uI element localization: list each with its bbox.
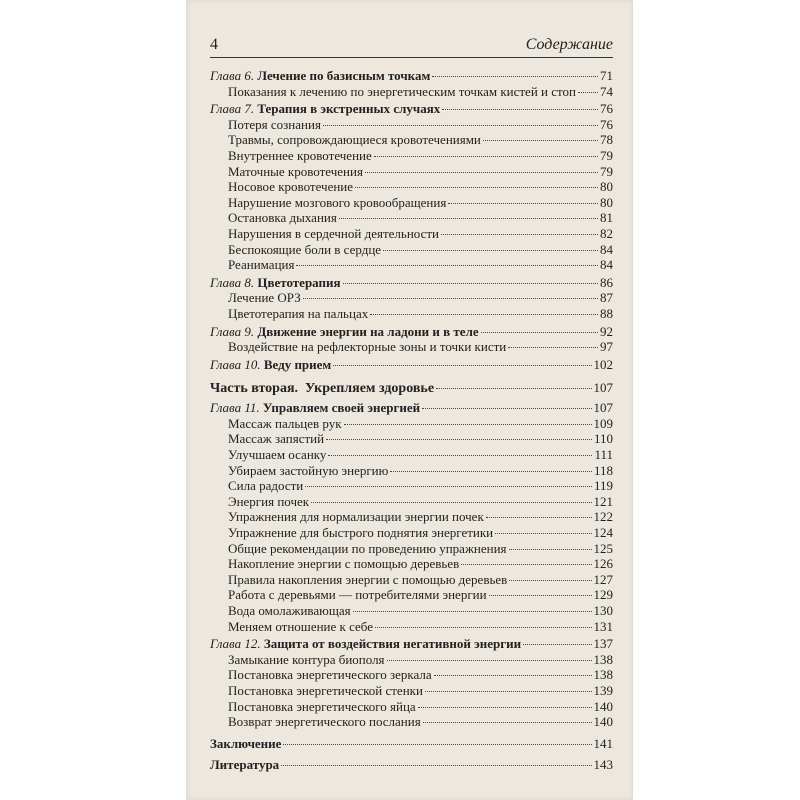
dot-leader — [483, 140, 598, 141]
chapter-prefix: Глава 10. — [210, 356, 261, 372]
toc-entry[interactable] — [210, 478, 613, 494]
chapter-title: Веду прием — [263, 356, 332, 372]
entry-label: Внутреннее кровотечение — [228, 147, 372, 163]
section-title: Литература — [210, 757, 280, 773]
page-ref: 143 — [593, 757, 613, 773]
entry-label: Остановка дыхания — [228, 210, 337, 226]
entry-label: Убираем застойную энергию — [228, 462, 389, 478]
toc-entry[interactable] — [210, 683, 613, 699]
toc-chapter-9[interactable] — [210, 324, 613, 340]
toc-entry[interactable] — [210, 132, 613, 148]
page-ref: 82 — [600, 225, 613, 241]
page-ref: 139 — [593, 682, 613, 698]
toc-entry[interactable] — [210, 541, 613, 557]
dot-leader — [418, 707, 592, 708]
chapter-title: Защита от воздействия негативной энергии — [263, 636, 522, 652]
dot-leader — [296, 265, 598, 266]
page-ref: 119 — [593, 478, 613, 494]
dot-leader — [374, 156, 598, 157]
chapter-title: Движение энергии на ладони и в теле — [257, 323, 479, 339]
page-ref: 107 — [593, 400, 613, 416]
page-ref: 124 — [593, 525, 613, 541]
toc-entry[interactable] — [210, 447, 613, 463]
page-ref: 130 — [593, 603, 613, 618]
toc-entry[interactable] — [210, 416, 613, 432]
page-number: 4 — [210, 36, 218, 53]
entry-label: Травмы, сопровождающиеся кровотечениями — [228, 132, 481, 148]
entry-label: Массаж пальцев рук — [228, 415, 342, 431]
dot-leader — [523, 644, 591, 645]
entry-label: Замыкание контура биополя — [228, 651, 385, 667]
chapter-prefix: Глава 9. — [210, 323, 255, 339]
entry-label: Лечение ОРЗ — [228, 290, 301, 306]
toc-entry[interactable] — [210, 603, 613, 619]
chapter-title: Терапия в экстренных случаях — [257, 101, 441, 117]
page-ref: 74 — [600, 83, 613, 99]
entry-label: Накопление энергии с помощью деревьев — [228, 556, 460, 572]
dot-leader — [353, 611, 592, 612]
page-header — [210, 33, 613, 58]
entry-label: Беспокоящие боли в сердце — [228, 241, 382, 257]
dot-leader — [339, 218, 598, 219]
page-ref: 127 — [593, 571, 613, 587]
toc-chapter-11[interactable] — [210, 400, 613, 416]
toc-entry[interactable] — [210, 556, 613, 572]
page-ref: 138 — [593, 651, 613, 667]
entry-label: Массаж запястий — [228, 431, 325, 447]
dot-leader — [343, 283, 598, 284]
page-ref: 79 — [600, 147, 613, 163]
toc-entry[interactable] — [210, 84, 613, 100]
toc-entry[interactable] — [210, 290, 613, 306]
page-ref: 131 — [593, 618, 613, 634]
chapter-prefix: Глава 11. — [210, 400, 260, 416]
page-ref: 88 — [600, 305, 613, 321]
page-ref: 80 — [600, 179, 613, 195]
dot-leader — [355, 187, 598, 188]
toc-chapter-12[interactable] — [210, 636, 613, 652]
page-ref: 78 — [600, 132, 613, 148]
page-ref: 110 — [593, 431, 613, 447]
entry-label: Работа с деревьями — потребителями энергии — [228, 587, 487, 603]
toc-entry[interactable] — [210, 226, 613, 242]
toc-entry[interactable] — [210, 525, 613, 541]
toc-chapter-7[interactable] — [210, 101, 613, 117]
dot-leader — [328, 455, 592, 456]
entry-label: Постановка энергетической стенки — [228, 682, 423, 698]
running-title: Содержание — [525, 36, 613, 53]
page-ref: 121 — [593, 493, 613, 509]
entry-label: Правила накопления энергии с помощью деревьев — [228, 571, 508, 587]
toc-entry[interactable] — [210, 242, 613, 258]
chapter-title: Цветотерапия — [257, 274, 341, 290]
toc-entry[interactable] — [210, 619, 613, 635]
dot-leader — [383, 250, 598, 251]
dot-leader — [305, 486, 592, 487]
chapter-prefix: Глава 6. — [210, 68, 255, 83]
page-ref: 141 — [593, 735, 613, 751]
entry-label: Нарушение мозгового кровообращения — [228, 194, 447, 210]
entry-label: Улучшаем осанку — [228, 447, 327, 463]
page-ref: 87 — [600, 290, 613, 306]
entry-label: Нарушения в сердечной деятельности — [228, 225, 440, 241]
toc-chapter-6[interactable] — [210, 68, 613, 84]
entry-label: Вода омолаживающая — [228, 603, 351, 618]
toc-entry[interactable] — [210, 572, 613, 588]
page-ref: 79 — [600, 163, 613, 179]
toc-chapter-10[interactable] — [210, 357, 613, 373]
page-ref: 92 — [600, 323, 613, 339]
toc-entry[interactable] — [210, 494, 613, 510]
toc-chapter-8[interactable] — [210, 275, 613, 291]
toc-entry[interactable] — [210, 117, 613, 133]
dot-leader — [441, 234, 598, 235]
entry-label: Постановка энергетического зеркала — [228, 667, 432, 683]
page-ref: 84 — [600, 257, 613, 273]
dot-leader — [508, 347, 598, 348]
chapter-prefix: Глава 12. — [210, 636, 261, 652]
part-title: Часть вторая. Укрепляем здоровье — [210, 381, 435, 397]
page-ref: 137 — [593, 636, 613, 652]
dot-leader — [432, 76, 598, 77]
toc-entry[interactable] — [210, 714, 613, 730]
toc-entry[interactable] — [210, 164, 613, 180]
toc-literature[interactable] — [210, 757, 613, 773]
toc-entry[interactable] — [210, 148, 613, 164]
chapter-prefix: Глава 7. — [210, 101, 255, 117]
page-ref: 122 — [593, 509, 613, 525]
page-ref: 84 — [600, 241, 613, 257]
dot-leader — [422, 408, 591, 409]
page-ref: 111 — [594, 447, 613, 463]
page-ref: 76 — [600, 116, 613, 132]
dot-leader — [448, 203, 598, 204]
dot-leader — [425, 691, 592, 692]
dot-leader — [509, 580, 591, 581]
page-ref: 102 — [593, 356, 613, 372]
page-ref: 140 — [593, 714, 613, 730]
entry-label: Воздействие на рефлекторные зоны и точки кисти — [228, 339, 507, 355]
dot-leader — [323, 125, 598, 126]
section-title: Заключение — [210, 735, 282, 751]
dot-leader — [423, 722, 592, 723]
entry-label: Упражнение для быстрого поднятия энергетики — [228, 525, 494, 541]
dot-leader — [326, 439, 592, 440]
dot-leader — [303, 298, 598, 299]
dot-leader — [509, 549, 592, 550]
toc-entry[interactable] — [210, 195, 613, 211]
toc-entry[interactable] — [210, 587, 613, 603]
chapter-title: Управляем своей энергией — [262, 400, 421, 416]
page-ref: 107 — [593, 380, 613, 396]
toc-entry[interactable] — [210, 306, 613, 322]
entry-label: Возврат энергетического послания — [228, 714, 421, 730]
dot-leader — [481, 332, 598, 333]
dot-leader — [390, 471, 592, 472]
entry-label: Маточные кровотечения — [228, 163, 363, 179]
page-ref: 126 — [593, 556, 613, 572]
chapter-prefix: Глава 8. — [210, 274, 255, 290]
toc-entry[interactable] — [210, 509, 613, 525]
dot-leader — [281, 765, 591, 766]
page-ref: 97 — [600, 339, 613, 355]
toc-entry[interactable] — [210, 699, 613, 715]
toc-entry[interactable] — [210, 257, 613, 273]
page-ref: 76 — [600, 101, 613, 117]
page-ref: 86 — [600, 274, 613, 290]
page-ref: 129 — [593, 587, 613, 603]
dot-leader — [461, 564, 591, 565]
entry-label: Энергия почек — [228, 493, 310, 509]
toc-entry[interactable] — [210, 431, 613, 447]
page-ref: 81 — [600, 210, 613, 226]
toc-entry[interactable] — [210, 652, 613, 668]
page-ref: 138 — [593, 667, 613, 683]
toc-conclusion[interactable] — [210, 736, 613, 752]
dot-leader — [311, 502, 591, 503]
page-ref: 140 — [593, 698, 613, 714]
toc-entry[interactable] — [210, 210, 613, 226]
page-ref: 118 — [593, 462, 613, 478]
toc-entry[interactable] — [210, 463, 613, 479]
dot-leader — [283, 744, 591, 745]
book-page — [186, 0, 633, 800]
table-of-contents — [210, 66, 613, 773]
page-ref: 71 — [600, 68, 613, 83]
page-ref: 80 — [600, 194, 613, 210]
dot-leader — [344, 424, 592, 425]
entry-label: Реанимация — [228, 257, 295, 273]
entry-label: Общие рекомендации по проведению упражнения — [228, 540, 507, 556]
dot-leader — [434, 675, 592, 676]
dot-leader — [442, 109, 598, 110]
dot-leader — [370, 314, 598, 315]
dot-leader — [375, 627, 592, 628]
chapter-title: Лечение по базисным точкам — [257, 68, 431, 83]
dot-leader — [486, 517, 592, 518]
entry-label: Показания к лечению по энергетическим точкам кистей и стоп — [228, 83, 576, 99]
dot-leader — [578, 92, 598, 93]
dot-leader — [495, 533, 591, 534]
entry-label: Потеря сознания — [228, 116, 321, 132]
dot-leader — [387, 660, 592, 661]
entry-label: Цветотерапия на пальцах — [228, 305, 369, 321]
dot-leader — [489, 595, 592, 596]
entry-label: Меняем отношение к себе — [228, 618, 373, 634]
entry-label: Носовое кровотечение — [228, 179, 354, 195]
dot-leader — [365, 172, 598, 173]
toc-entry[interactable] — [210, 179, 613, 195]
entry-label: Постановка энергетического яйца — [228, 698, 416, 714]
page-ref: 109 — [593, 415, 613, 431]
toc-entry[interactable] — [210, 667, 613, 683]
entry-label: Упражнения для нормализации энергии почек — [228, 509, 484, 525]
toc-entry[interactable] — [210, 339, 613, 355]
dot-leader — [436, 388, 591, 389]
page-ref: 125 — [593, 540, 613, 556]
toc-part-2[interactable] — [210, 379, 613, 397]
entry-label: Сила радости — [228, 478, 304, 494]
dot-leader — [333, 365, 591, 366]
